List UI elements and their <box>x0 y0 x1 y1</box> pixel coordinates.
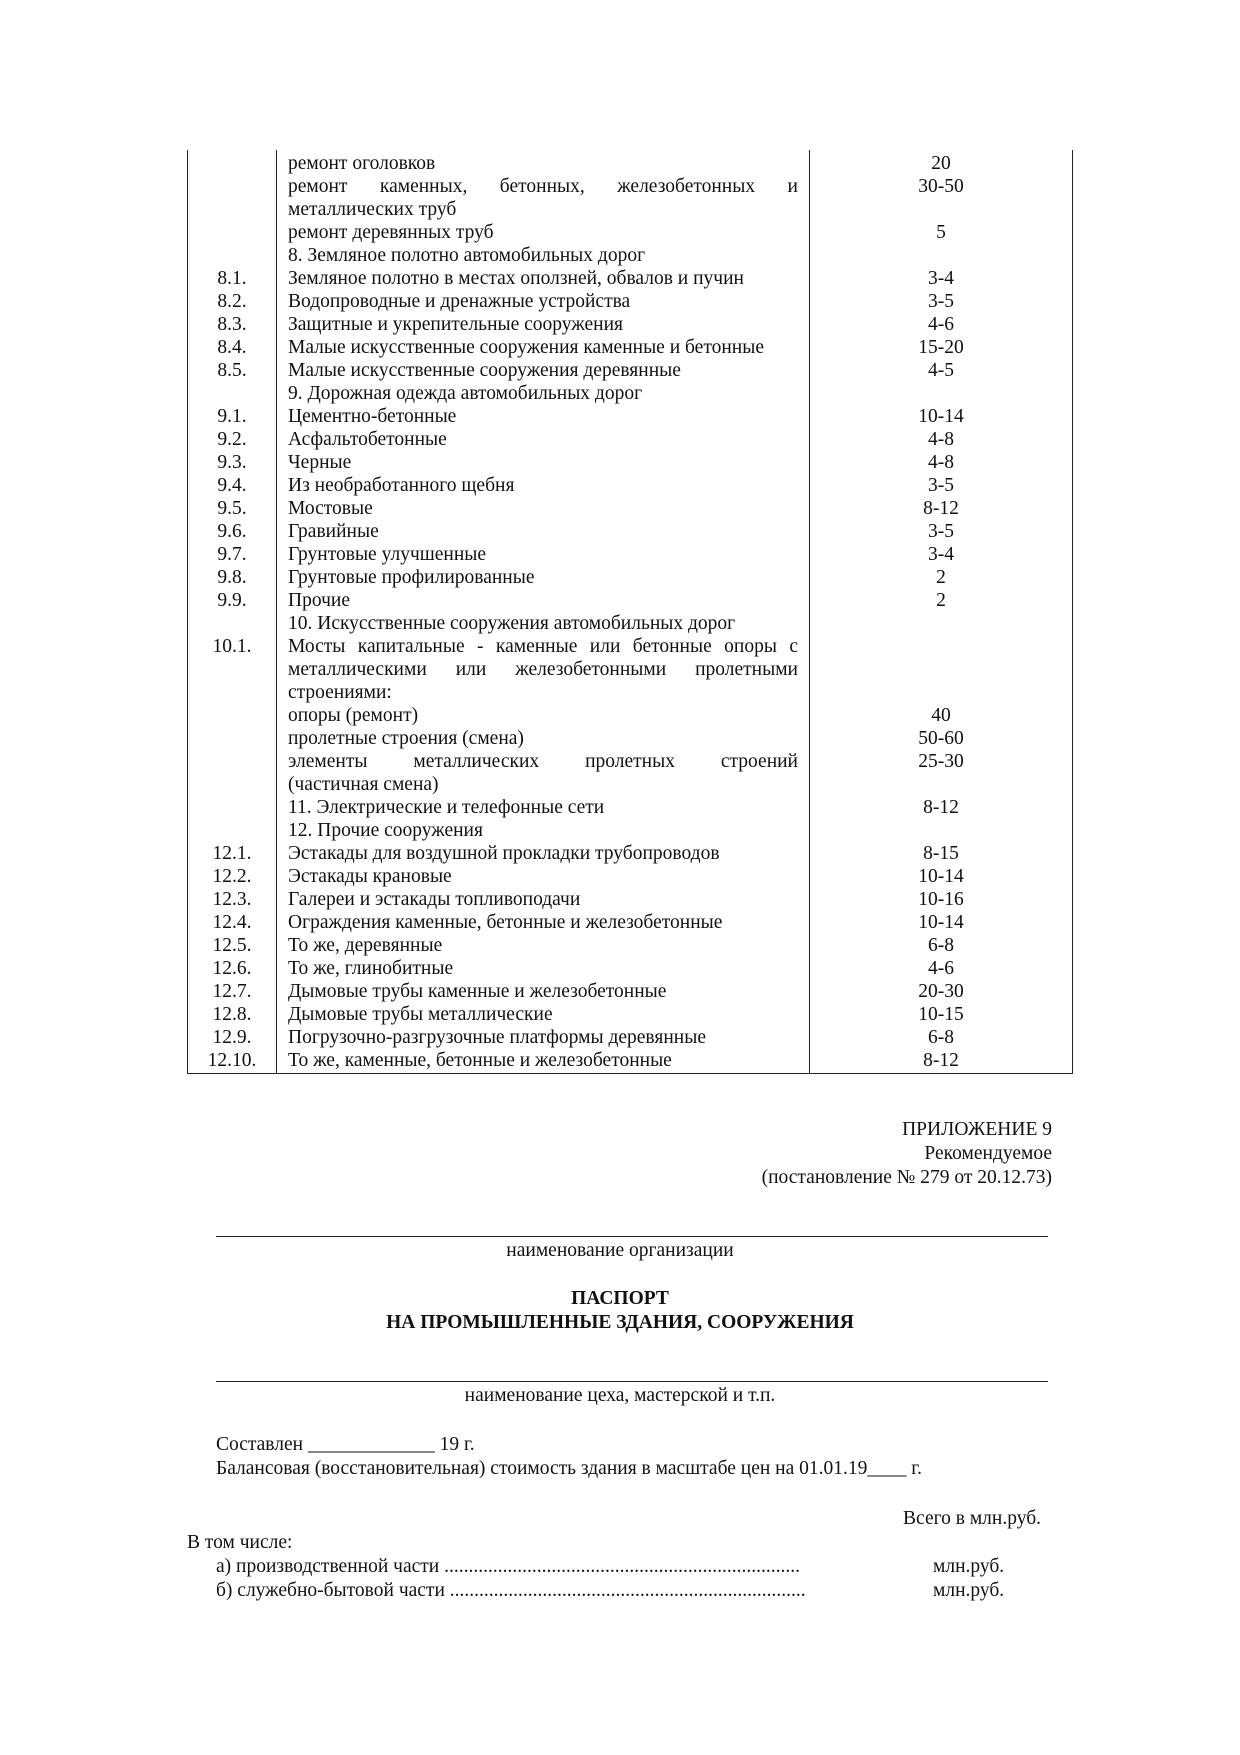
description-line: Грунтовые улучшенные <box>288 544 487 565</box>
row-service-life: 6-8 <box>928 935 954 956</box>
shop-caption: наименование цеха, мастерской и т.п. <box>464 1385 776 1406</box>
table-row <box>188 520 1072 543</box>
passport-subtitle: НА ПРОМЫШЛЕННЫЕ ЗДАНИЯ, СООРУЖЕНИЯ <box>386 1312 854 1333</box>
row-description <box>288 865 798 888</box>
row-service-life: 10-14 <box>918 912 964 933</box>
row-number: 12.3. <box>212 889 252 910</box>
row-description <box>288 635 798 704</box>
row-number: 10.1. <box>212 636 252 657</box>
composed-line: Составлен _____________ 19 г. <box>216 1434 475 1455</box>
row-service-life: 3-5 <box>928 521 954 542</box>
table-row <box>188 750 1072 796</box>
row-service-life: 8-15 <box>923 843 959 864</box>
description-line: ремонт деревянных труб <box>288 222 494 243</box>
description-line: строениями: <box>288 682 392 703</box>
row-description <box>288 175 798 221</box>
row-description <box>288 221 798 244</box>
description-line: Черные <box>288 452 352 473</box>
row-description <box>288 612 798 635</box>
table-row <box>188 589 1072 612</box>
row-description <box>288 1003 798 1026</box>
row-description <box>288 888 798 911</box>
row-description <box>288 957 798 980</box>
row-number: 12.7. <box>212 981 252 1002</box>
table-row <box>188 819 1072 842</box>
description-line: (частичная смена) <box>288 774 439 795</box>
description-line: Из необработанного щебня <box>288 475 515 496</box>
row-service-life: 4-6 <box>928 958 954 979</box>
row-description <box>288 382 798 405</box>
description-line: Дымовые трубы каменные и железобетонные <box>288 981 667 1002</box>
table-row <box>188 888 1072 911</box>
row-number: 12.6. <box>212 958 252 979</box>
row-service-life: 3-4 <box>928 544 954 565</box>
row-service-life: 8-12 <box>923 1050 959 1071</box>
table-row <box>188 865 1072 888</box>
row-description <box>288 520 798 543</box>
row-service-life: 3-4 <box>928 268 954 289</box>
appendix-number: ПРИЛОЖЕНИЕ 9 <box>902 1119 1052 1140</box>
description-line: Мосты капитальные - каменные или бетонные опоры с <box>288 636 798 657</box>
row-service-life: 20-30 <box>918 981 964 1002</box>
row-description <box>288 911 798 934</box>
table-row <box>188 428 1072 451</box>
row-description <box>288 750 798 796</box>
row-service-life: 15-20 <box>918 337 964 358</box>
description-line: Грунтовые профилированные <box>288 567 535 588</box>
description-line: опоры (ремонт) <box>288 705 419 726</box>
table-row <box>188 474 1072 497</box>
description-line: 8. Земляное полотно автомобильных дорог <box>288 245 646 266</box>
row-service-life: 10-14 <box>918 866 964 887</box>
row-description <box>288 244 798 267</box>
row-description <box>288 451 798 474</box>
table-row <box>188 704 1072 727</box>
description-line: 9. Дорожная одежда автомобильных дорог <box>288 383 643 404</box>
table-row <box>188 796 1072 819</box>
service-life-table <box>187 150 1073 1074</box>
row-service-life: 25-30 <box>918 751 964 772</box>
row-service-life: 5 <box>936 222 946 243</box>
description-line: Мостовые <box>288 498 373 519</box>
row-service-life: 3-5 <box>928 475 954 496</box>
row-description <box>288 405 798 428</box>
appendix-status: Рекомендуемое <box>924 1143 1052 1164</box>
table-row <box>188 957 1072 980</box>
row-number: 9.1. <box>217 406 247 427</box>
row-service-life: 4-5 <box>928 360 954 381</box>
row-description <box>288 267 798 290</box>
total-label: Всего в млн.руб. <box>903 1508 1041 1529</box>
row-description <box>288 980 798 1003</box>
table-row <box>188 543 1072 566</box>
table-row <box>188 635 1072 704</box>
description-line: Земляное полотно в местах оползней, обвалов и пучин <box>288 268 744 289</box>
table-row <box>188 359 1072 382</box>
row-description <box>288 313 798 336</box>
row-description <box>288 796 798 819</box>
appendix-decree: (постановление № 279 от 20.12.73) <box>761 1167 1052 1188</box>
table-row <box>188 382 1072 405</box>
row-service-life: 6-8 <box>928 1027 954 1048</box>
row-description <box>288 152 798 175</box>
service-part-label: б) служебно-бытовой части ......................................................................... <box>216 1580 806 1601</box>
row-number: 12.10. <box>207 1050 257 1071</box>
row-number: 12.5. <box>212 935 252 956</box>
description-line: металлическими или железобетонными пролетными <box>288 659 798 680</box>
including-label: В том числе: <box>187 1532 293 1553</box>
description-line: Гравийные <box>288 521 379 542</box>
table-row <box>188 1003 1072 1026</box>
table-row <box>188 267 1072 290</box>
row-description <box>288 566 798 589</box>
row-description <box>288 934 798 957</box>
row-description <box>288 428 798 451</box>
table-row <box>188 313 1072 336</box>
row-description <box>288 336 798 359</box>
row-service-life: 8-12 <box>923 498 959 519</box>
row-number: 8.5. <box>217 360 247 381</box>
table-row <box>188 221 1072 244</box>
description-line: Прочие <box>288 590 350 611</box>
service-part-unit: млн.руб. <box>933 1580 1005 1601</box>
description-line: Малые искусственные сооружения деревянные <box>288 360 681 381</box>
row-number: 12.8. <box>212 1004 252 1025</box>
row-description <box>288 589 798 612</box>
passport-title: ПАСПОРТ <box>571 1288 669 1309</box>
description-line: Эстакады для воздушной прокладки трубопроводов <box>288 843 720 864</box>
row-service-life: 4-6 <box>928 314 954 335</box>
row-number: 9.9. <box>217 590 247 611</box>
description-line: Цементно-бетонные <box>288 406 457 427</box>
row-service-life: 50-60 <box>918 728 964 749</box>
row-service-life: 10-15 <box>918 1004 964 1025</box>
description-line: Водопроводные и дренажные устройства <box>288 291 631 312</box>
org-caption: наименование организации <box>506 1240 734 1261</box>
table-row <box>188 911 1072 934</box>
row-number: 8.1. <box>217 268 247 289</box>
row-number: 8.3. <box>217 314 247 335</box>
table-row <box>188 566 1072 589</box>
production-part-unit: млн.руб. <box>933 1556 1005 1577</box>
row-number: 9.3. <box>217 452 247 473</box>
row-number: 9.5. <box>217 498 247 519</box>
table-row <box>188 842 1072 865</box>
row-service-life: 8-12 <box>923 797 959 818</box>
description-line: 11. Электрические и телефонные сети <box>288 797 605 818</box>
description-line: Асфальтобетонные <box>288 429 447 450</box>
description-line: Эстакады крановые <box>288 866 452 887</box>
row-service-life: 10-14 <box>918 406 964 427</box>
table-row <box>188 497 1072 520</box>
description-line: 10. Искусственные сооружения автомобильных дорог <box>288 613 736 634</box>
description-line: Дымовые трубы металлические <box>288 1004 553 1025</box>
row-description <box>288 543 798 566</box>
row-description <box>288 359 798 382</box>
production-part-label: а) производственной части ......................................................................... <box>216 1556 800 1577</box>
row-number: 9.6. <box>217 521 247 542</box>
row-number: 12.2. <box>212 866 252 887</box>
row-description <box>288 1026 798 1049</box>
table-row <box>188 336 1072 359</box>
description-line: То же, деревянные <box>288 935 443 956</box>
table-row <box>188 727 1072 750</box>
table-row <box>188 244 1072 267</box>
row-number: 12.9. <box>212 1027 252 1048</box>
row-number: 9.2. <box>217 429 247 450</box>
table-row <box>188 980 1072 1003</box>
row-number: 8.4. <box>217 337 247 358</box>
row-service-life: 40 <box>931 705 951 726</box>
description-line: Защитные и укрепительные сооружения <box>288 314 623 335</box>
row-service-life: 4-8 <box>928 452 954 473</box>
row-number: 12.4. <box>212 912 252 933</box>
table-row <box>188 290 1072 313</box>
table-row <box>188 1049 1072 1072</box>
description-line: То же, каменные, бетонные и железобетонные <box>288 1050 672 1071</box>
description-line: ремонт оголовков <box>288 153 436 174</box>
row-description <box>288 704 798 727</box>
row-number: 12.1. <box>212 843 252 864</box>
table-row <box>188 612 1072 635</box>
row-description <box>288 474 798 497</box>
description-line: ремонт каменных, бетонных, железобетонных и <box>288 176 798 197</box>
table-row <box>188 1026 1072 1049</box>
description-line: пролетные строения (смена) <box>288 728 524 749</box>
row-description <box>288 819 798 842</box>
row-number: 9.8. <box>217 567 247 588</box>
row-service-life: 2 <box>936 567 946 588</box>
shop-name-line <box>216 1381 1048 1382</box>
table-row <box>188 451 1072 474</box>
row-number: 9.4. <box>217 475 247 496</box>
row-description <box>288 497 798 520</box>
description-line: То же, глинобитные <box>288 958 454 979</box>
row-description <box>288 290 798 313</box>
row-service-life: 30-50 <box>918 176 964 197</box>
description-line: Ограждения каменные, бетонные и железобетонные <box>288 912 723 933</box>
row-number: 8.2. <box>217 291 247 312</box>
row-description <box>288 842 798 865</box>
table-row <box>188 934 1072 957</box>
description-line: Малые искусственные сооружения каменные и бетонные <box>288 337 764 358</box>
description-line: металлических труб <box>288 199 457 220</box>
row-service-life: 2 <box>936 590 946 611</box>
row-service-life: 20 <box>931 153 951 174</box>
row-description <box>288 1049 798 1072</box>
row-service-life: 3-5 <box>928 291 954 312</box>
table-row <box>188 152 1072 175</box>
row-service-life: 10-16 <box>918 889 964 910</box>
row-number: 9.7. <box>217 544 247 565</box>
table-row <box>188 405 1072 428</box>
row-service-life: 4-8 <box>928 429 954 450</box>
description-line: 12. Прочие сооружения <box>288 820 483 841</box>
description-line: Погрузочно-разгрузочные платформы деревянные <box>288 1027 706 1048</box>
description-line: Галереи и эстакады топливоподачи <box>288 889 581 910</box>
org-name-line <box>216 1236 1048 1237</box>
balance-cost-line: Балансовая (восстановительная) стоимость здания в масштабе цен на 01.01.19____ г. <box>216 1458 922 1479</box>
description-line: элементы металлических пролетных строений <box>288 751 798 772</box>
row-description <box>288 727 798 750</box>
table-row <box>188 175 1072 221</box>
